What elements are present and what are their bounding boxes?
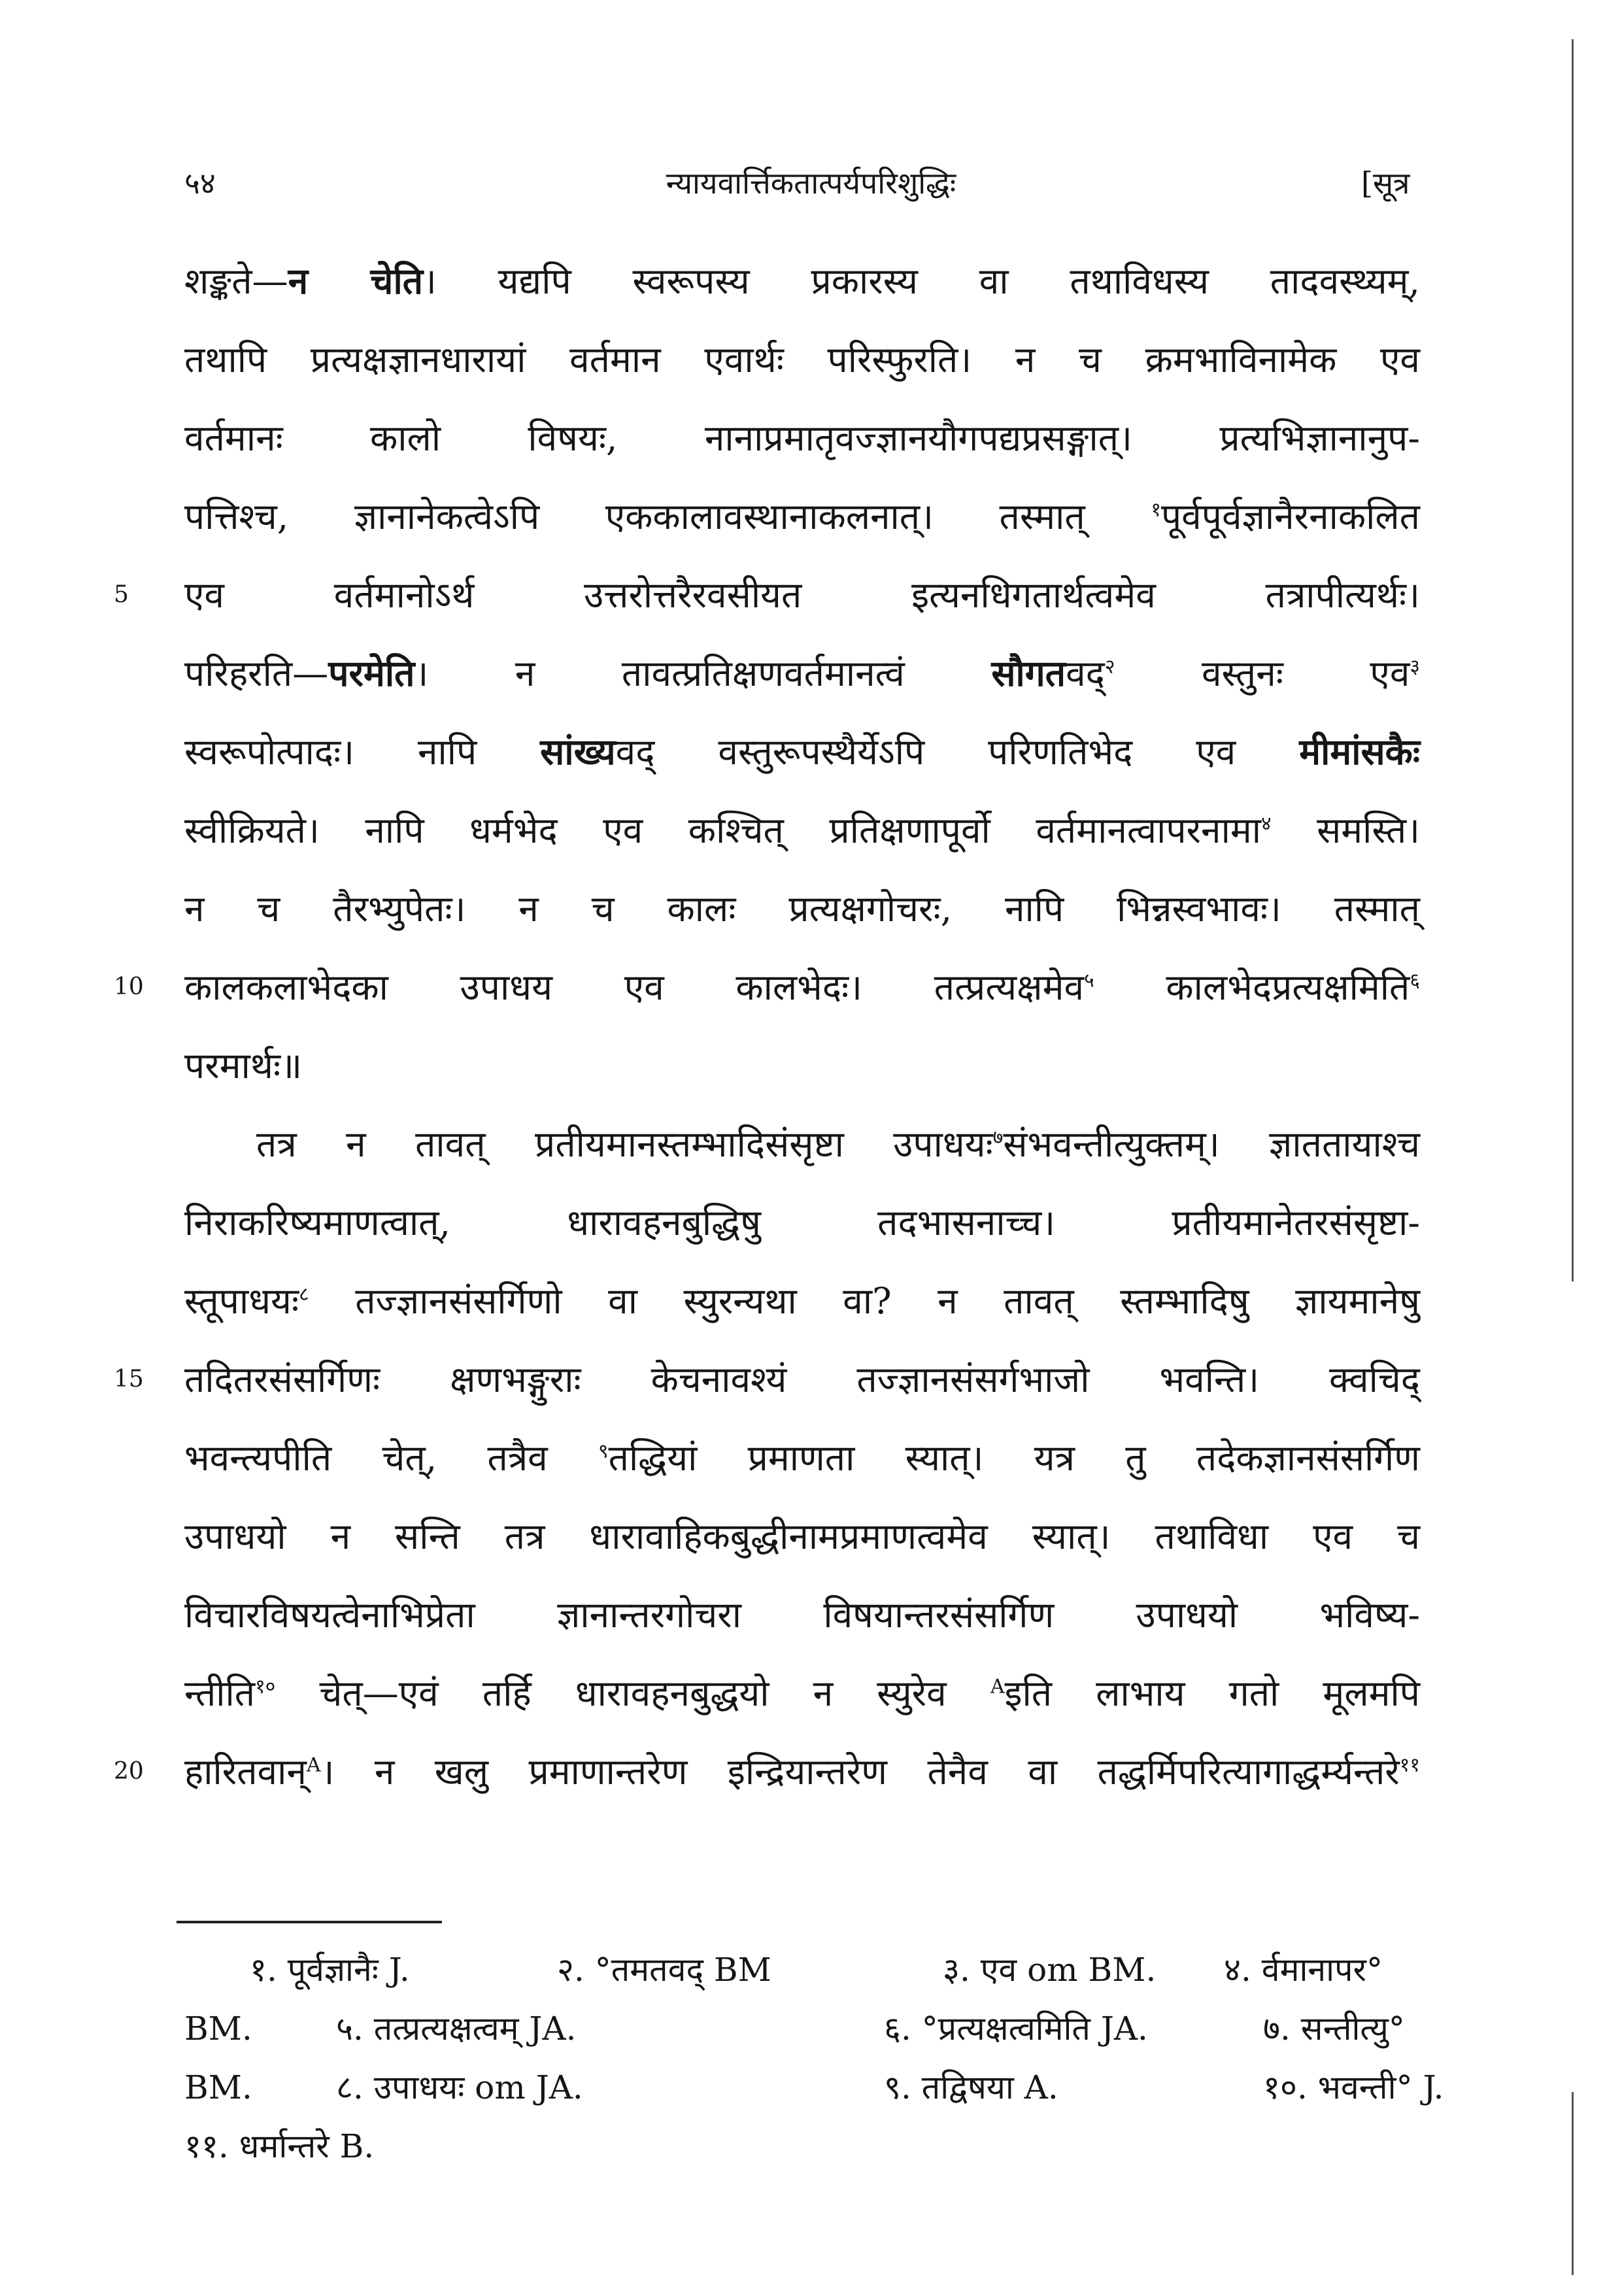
footnote-item: ३. एव om BM.	[943, 1951, 1157, 1989]
text-segment: वद् वस्तुरूपस्थैर्येऽपि परिणतिभेद एव	[615, 731, 1300, 773]
page-number: ५४	[184, 165, 216, 201]
page-edge-mark	[1572, 39, 1574, 1281]
line-number: 10	[114, 973, 144, 1000]
text-segment: परमार्थः॥	[184, 1045, 303, 1087]
text-line	[114, 948, 1420, 1026]
text-segment: हारितवान्	[184, 1751, 307, 1793]
footnotes	[184, 1940, 1444, 2176]
text-line	[184, 399, 1420, 477]
text-segment: तज्ज्ञानसंसर्गिणो वा स्युरन्यथा वा? न तावत् स्तम्भादिषु ज्ञायमानेषु	[309, 1280, 1420, 1322]
footnote-ref: A	[990, 1675, 1005, 1698]
footnote-ref: ५	[1084, 969, 1094, 992]
text-segment: उपाधयो न सन्ति तत्र धारावाहिकबुद्धीनामप्रमाणत्वमेव स्यात्। तथाविधा एव च	[184, 1515, 1420, 1557]
text-line	[184, 1105, 1420, 1183]
text-segment: शङ्कते—	[184, 260, 288, 302]
text-line	[184, 1654, 1420, 1732]
footnote-item: ४. र्वमानापर°	[1224, 1951, 1383, 1989]
footnote-ref: ८	[299, 1283, 309, 1306]
footnote-rule	[177, 1921, 442, 1923]
text-line	[114, 556, 1420, 634]
text-segment: चेत्—एवं तर्हि धारावहनबुद्धयो न स्युरेव	[275, 1672, 990, 1714]
text-segment: । न खलु प्रमाणान्तरेण इन्द्रियान्तरेण तेनैव वा तद्धर्मिपरित्यागाद्धर्म्यन्तरे	[320, 1751, 1400, 1793]
footnote-item: ११. धर्मान्तरे B.	[184, 2127, 375, 2165]
bold-term: सांख्य	[540, 730, 616, 773]
text-line	[184, 320, 1420, 399]
text-segment: एव वर्तमानोऽर्थ उत्तरोत्तरैरवसीयत इत्यनधिगतार्थत्वमेव तत्रापीत्यर्थः।	[184, 574, 1420, 616]
text-segment: तथापि प्रत्यक्षज्ञानधारायां वर्तमान एवार्थः परिस्फुरति। न च क्रमभाविनामेक एव	[184, 339, 1420, 380]
text-segment: इति लाभाय गतो मूलमपि	[1004, 1672, 1420, 1714]
line-number: 20	[114, 1758, 144, 1785]
text-segment: तदितरसंसर्गिणः क्षणभङ्गुराः केचनावश्यं तज्ज्ञानसंसर्गभाजो भवन्ति। क्वचिद्	[184, 1359, 1420, 1400]
text-line	[184, 1262, 1420, 1340]
text-line	[184, 634, 1420, 713]
footnote-line	[184, 2058, 1444, 2117]
footnote-item: २. °तमतवद् BM	[557, 1951, 771, 1989]
text-segment: वस्तुनः एव	[1115, 652, 1410, 694]
text-line	[184, 869, 1420, 948]
text-line	[184, 242, 1420, 320]
text-line	[184, 1183, 1420, 1262]
footnote-item: १०. भवन्ती° J.	[1263, 2068, 1444, 2106]
footnote-ref: A	[306, 1753, 321, 1777]
footnote-item: BM.	[184, 2068, 252, 2106]
text-segment: स्वरूपोत्पादः। नापि	[184, 731, 541, 773]
footnote-ref: ११	[1399, 1753, 1420, 1777]
text-segment: । यद्यपि स्वरूपस्य प्रकारस्य वा तथाविधस्य तादवस्थ्यम्,	[423, 260, 1420, 302]
text-segment: तत्र न तावत् प्रतीयमानस्तम्भादिसंसृष्टा उपाधयः	[256, 1123, 993, 1165]
text-segment: न्तीति	[184, 1672, 256, 1714]
text-segment: पूर्वपूर्वज्ञानैरनाकलित	[1160, 496, 1420, 537]
text-segment: परिहरति—	[184, 652, 329, 694]
section-label: [सूत्र	[1361, 165, 1410, 201]
page-edge-mark-lower	[1572, 2092, 1574, 2275]
footnote-line	[184, 2117, 1420, 2176]
footnote-item: १. पूर्वज्ञानैः J.	[250, 1951, 410, 1989]
footnote-item: ६. °प्रत्यक्षत्वमिति JA.	[884, 2010, 1148, 2048]
text-segment: कालभेदप्रत्यक्षमिति	[1094, 966, 1410, 1008]
footnote-ref: ६	[1410, 969, 1420, 992]
running-title: न्यायवार्त्तिकतात्पर्यपरिशुद्धिः	[666, 165, 956, 201]
footnote-ref: १०	[255, 1675, 276, 1698]
text-segment: निराकरिष्यमाणत्वात्, धारावहनबुद्धिषु तदभासनाच्च। प्रतीयमानेतरसंसृष्टा-	[184, 1202, 1420, 1243]
text-line	[184, 1026, 1420, 1105]
text-segment: स्तूपाधयः	[184, 1280, 299, 1322]
footnote-item: ७. सन्तीत्यु°	[1263, 2010, 1405, 2048]
footnote-ref: ९	[598, 1440, 609, 1463]
bold-term: मीमांसकैः	[1299, 730, 1420, 773]
text-line	[184, 1419, 1420, 1497]
text-segment: वर्तमानः कालो विषयः, नानाप्रमातृवज्ज्ञानयौगपद्यप्रसङ्गात्। प्रत्यभिज्ञानानुप-	[184, 417, 1420, 459]
text-segment: स्वीक्रियते। नापि धर्मभेद एव कश्चित् प्रतिक्षणापूर्वो वर्तमानत्वापरनामा	[184, 809, 1261, 851]
bold-term: न चेति	[288, 260, 424, 302]
footnote-ref: २	[1104, 655, 1115, 679]
text-segment: । न तावत्प्रतिक्षणवर्तमानत्वं	[414, 652, 992, 694]
text-line	[114, 1340, 1420, 1419]
text-segment: भवन्त्यपीति चेत्, तत्रैव	[184, 1437, 599, 1479]
footnote-ref: ७	[992, 1126, 1004, 1149]
footnote-ref: १	[1151, 498, 1161, 522]
text-segment: वद्	[1066, 652, 1105, 694]
text-line	[184, 1576, 1420, 1654]
footnote-item: ९. तद्विषया A.	[884, 2068, 1058, 2106]
text-segment: विचारविषयत्वेनाभिप्रेता ज्ञानान्तरगोचरा विषयान्तरसंसर्गिण उपाधयो भविष्य-	[184, 1594, 1420, 1636]
text-segment: पत्तिश्च, ज्ञानानेकत्वेऽपि एककालावस्थानाकलनात्। तस्मात्	[184, 496, 1151, 537]
bold-term: परमेति	[328, 652, 415, 694]
text-line	[184, 1497, 1420, 1576]
footnote-item: BM.	[184, 2010, 252, 2048]
text-segment: न च तैरभ्युपेतः। न च कालः प्रत्यक्षगोचरः, नापि भिन्नस्वभावः। तस्मात्	[184, 888, 1420, 930]
footnote-item: ५. तत्प्रत्यक्षत्वम् JA.	[336, 2010, 577, 2048]
text-segment: संभवन्तीत्युक्तम्। ज्ञाततायाश्च	[1003, 1123, 1421, 1165]
text-segment: कालकलाभेदका उपाधय एव कालभेदः। तत्प्रत्यक्षमेव	[184, 966, 1085, 1008]
text-line	[184, 477, 1420, 556]
body-text	[114, 242, 1421, 1811]
text-segment: समस्ति।	[1271, 809, 1421, 851]
line-number: 15	[114, 1366, 144, 1393]
footnote-ref: ४	[1260, 812, 1272, 836]
footnote-line	[184, 1999, 1420, 2058]
bold-term: सौगत	[991, 652, 1066, 694]
text-line	[114, 1732, 1420, 1811]
text-line	[184, 713, 1420, 791]
text-segment: तद्धियां प्रमाणता स्यात्। यत्र तु तदेकज्ञानसंसर्गिण	[608, 1437, 1421, 1479]
footnote-item: ८. उपाधयः om JA.	[336, 2068, 583, 2106]
line-number: 5	[114, 581, 129, 608]
footnote-ref: ३	[1410, 655, 1421, 679]
text-line	[184, 791, 1420, 869]
footnote-line	[184, 1940, 1420, 1999]
